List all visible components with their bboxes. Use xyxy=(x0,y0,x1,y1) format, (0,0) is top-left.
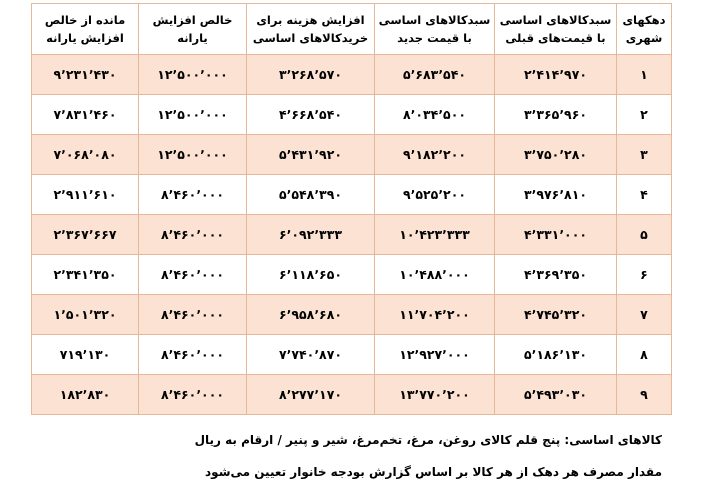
cell-cost-increase: ۵٬۴۳۱٬۹۲۰ xyxy=(247,135,375,175)
cell-remainder: ۱۸۲٬۸۳۰ xyxy=(32,375,139,415)
cell-net-subsidy: ۸٬۴۶۰٬۰۰۰ xyxy=(139,375,247,415)
cell-new-basket: ۱۰٬۴۲۳٬۳۳۳ xyxy=(375,215,495,255)
cell-remainder: ۷۱۹٬۱۳۰ xyxy=(32,335,139,375)
header-remainder: مانده از خالص افزایش یارانه xyxy=(32,4,139,55)
table-row xyxy=(32,255,672,295)
cell-remainder: ۹٬۲۳۱٬۴۳۰ xyxy=(32,55,139,95)
basket-note: کالاهای اساسی: پنج قلم کالای روغن، مرغ، تخم‌مرغ، شیر و پنیر / ارقام به ریال xyxy=(194,433,662,447)
cell-new-basket: ۸٬۰۳۴٬۵۰۰ xyxy=(375,95,495,135)
cell-remainder: ۲٬۹۱۱٬۶۱۰ xyxy=(32,175,139,215)
table-row xyxy=(32,95,672,135)
cell-net-subsidy: ۸٬۴۶۰٬۰۰۰ xyxy=(139,175,247,215)
cell-cost-increase: ۴٬۶۶۸٬۵۴۰ xyxy=(247,95,375,135)
header-net-subsidy: خالص افزایش یارانه xyxy=(139,4,247,55)
cell-remainder: ۲٬۳۶۷٬۶۶۷ xyxy=(32,215,139,255)
cell-new-basket: ۹٬۵۲۵٬۲۰۰ xyxy=(375,175,495,215)
table-row xyxy=(32,335,672,375)
subsidy-table-container xyxy=(31,3,671,415)
cell-old-basket: ۵٬۱۸۶٬۱۳۰ xyxy=(495,335,617,375)
table-row xyxy=(32,295,672,335)
cell-net-subsidy: ۱۲٬۵۰۰٬۰۰۰ xyxy=(139,135,247,175)
cell-decile: ۱ xyxy=(617,55,672,95)
table-row xyxy=(32,215,672,255)
table-row xyxy=(32,135,672,175)
table-row xyxy=(32,175,672,215)
cell-decile: ۳ xyxy=(617,135,672,175)
cell-old-basket: ۵٬۴۹۳٬۰۳۰ xyxy=(495,375,617,415)
cell-remainder: ۷٬۰۶۸٬۰۸۰ xyxy=(32,135,139,175)
cell-new-basket: ۱۲٬۹۲۷٬۰۰۰ xyxy=(375,335,495,375)
cell-remainder: ۱٬۵۰۱٬۳۲۰ xyxy=(32,295,139,335)
cell-net-subsidy: ۱۲٬۵۰۰٬۰۰۰ xyxy=(139,55,247,95)
cell-net-subsidy: ۱۲٬۵۰۰٬۰۰۰ xyxy=(139,95,247,135)
cell-old-basket: ۲٬۴۱۴٬۹۷۰ xyxy=(495,55,617,95)
table-row xyxy=(32,55,672,95)
cell-old-basket: ۴٬۳۶۹٬۳۵۰ xyxy=(495,255,617,295)
table-row xyxy=(32,375,672,415)
cell-new-basket: ۵٬۶۸۳٬۵۴۰ xyxy=(375,55,495,95)
table-header-row xyxy=(32,4,672,55)
cell-cost-increase: ۵٬۵۴۸٬۳۹۰ xyxy=(247,175,375,215)
cell-old-basket: ۳٬۷۵۰٬۲۸۰ xyxy=(495,135,617,175)
cell-new-basket: ۱۳٬۷۷۰٬۲۰۰ xyxy=(375,375,495,415)
cell-net-subsidy: ۸٬۴۶۰٬۰۰۰ xyxy=(139,255,247,295)
cell-cost-increase: ۶٬۰۹۲٬۳۳۳ xyxy=(247,215,375,255)
cell-decile: ۹ xyxy=(617,375,672,415)
cell-decile: ۵ xyxy=(617,215,672,255)
cell-new-basket: ۱۱٬۷۰۴٬۲۰۰ xyxy=(375,295,495,335)
cell-new-basket: ۱۰٬۴۸۸٬۰۰۰ xyxy=(375,255,495,295)
consumption-note: مقدار مصرف هر دهک از هر کالا بر اساس گزارش بودجه خانوار تعیین می‌شود xyxy=(205,465,662,479)
cell-net-subsidy: ۸٬۴۶۰٬۰۰۰ xyxy=(139,295,247,335)
header-cost-increase: افزایش هزینه برای خریدکالاهای اساسی xyxy=(247,4,375,55)
header-decile: دهکهای شهری xyxy=(617,4,672,55)
cell-decile: ۷ xyxy=(617,295,672,335)
cell-remainder: ۲٬۳۴۱٬۳۵۰ xyxy=(32,255,139,295)
cell-decile: ۸ xyxy=(617,335,672,375)
cell-cost-increase: ۶٬۱۱۸٬۶۵۰ xyxy=(247,255,375,295)
cell-cost-increase: ۶٬۹۵۸٬۶۸۰ xyxy=(247,295,375,335)
cell-decile: ۲ xyxy=(617,95,672,135)
cell-remainder: ۷٬۸۳۱٬۴۶۰ xyxy=(32,95,139,135)
header-new-basket: سبدکالاهای اساسی با قیمت جدید xyxy=(375,4,495,55)
cell-new-basket: ۹٬۱۸۲٬۲۰۰ xyxy=(375,135,495,175)
cell-old-basket: ۳٬۹۷۶٬۸۱۰ xyxy=(495,175,617,215)
cell-decile: ۴ xyxy=(617,175,672,215)
cell-cost-increase: ۷٬۷۴۰٬۸۷۰ xyxy=(247,335,375,375)
cell-cost-increase: ۳٬۲۶۸٬۵۷۰ xyxy=(247,55,375,95)
header-old-basket: سبدکالاهای اساسی با قیمت‌های قبلی xyxy=(495,4,617,55)
cell-net-subsidy: ۸٬۴۶۰٬۰۰۰ xyxy=(139,215,247,255)
cell-cost-increase: ۸٬۲۷۷٬۱۷۰ xyxy=(247,375,375,415)
cell-old-basket: ۴٬۳۳۱٬۰۰۰ xyxy=(495,215,617,255)
cell-old-basket: ۳٬۳۶۵٬۹۶۰ xyxy=(495,95,617,135)
subsidy-table xyxy=(31,3,672,415)
cell-old-basket: ۴٬۷۴۵٬۳۲۰ xyxy=(495,295,617,335)
cell-net-subsidy: ۸٬۴۶۰٬۰۰۰ xyxy=(139,335,247,375)
table-body xyxy=(32,55,672,415)
cell-decile: ۶ xyxy=(617,255,672,295)
